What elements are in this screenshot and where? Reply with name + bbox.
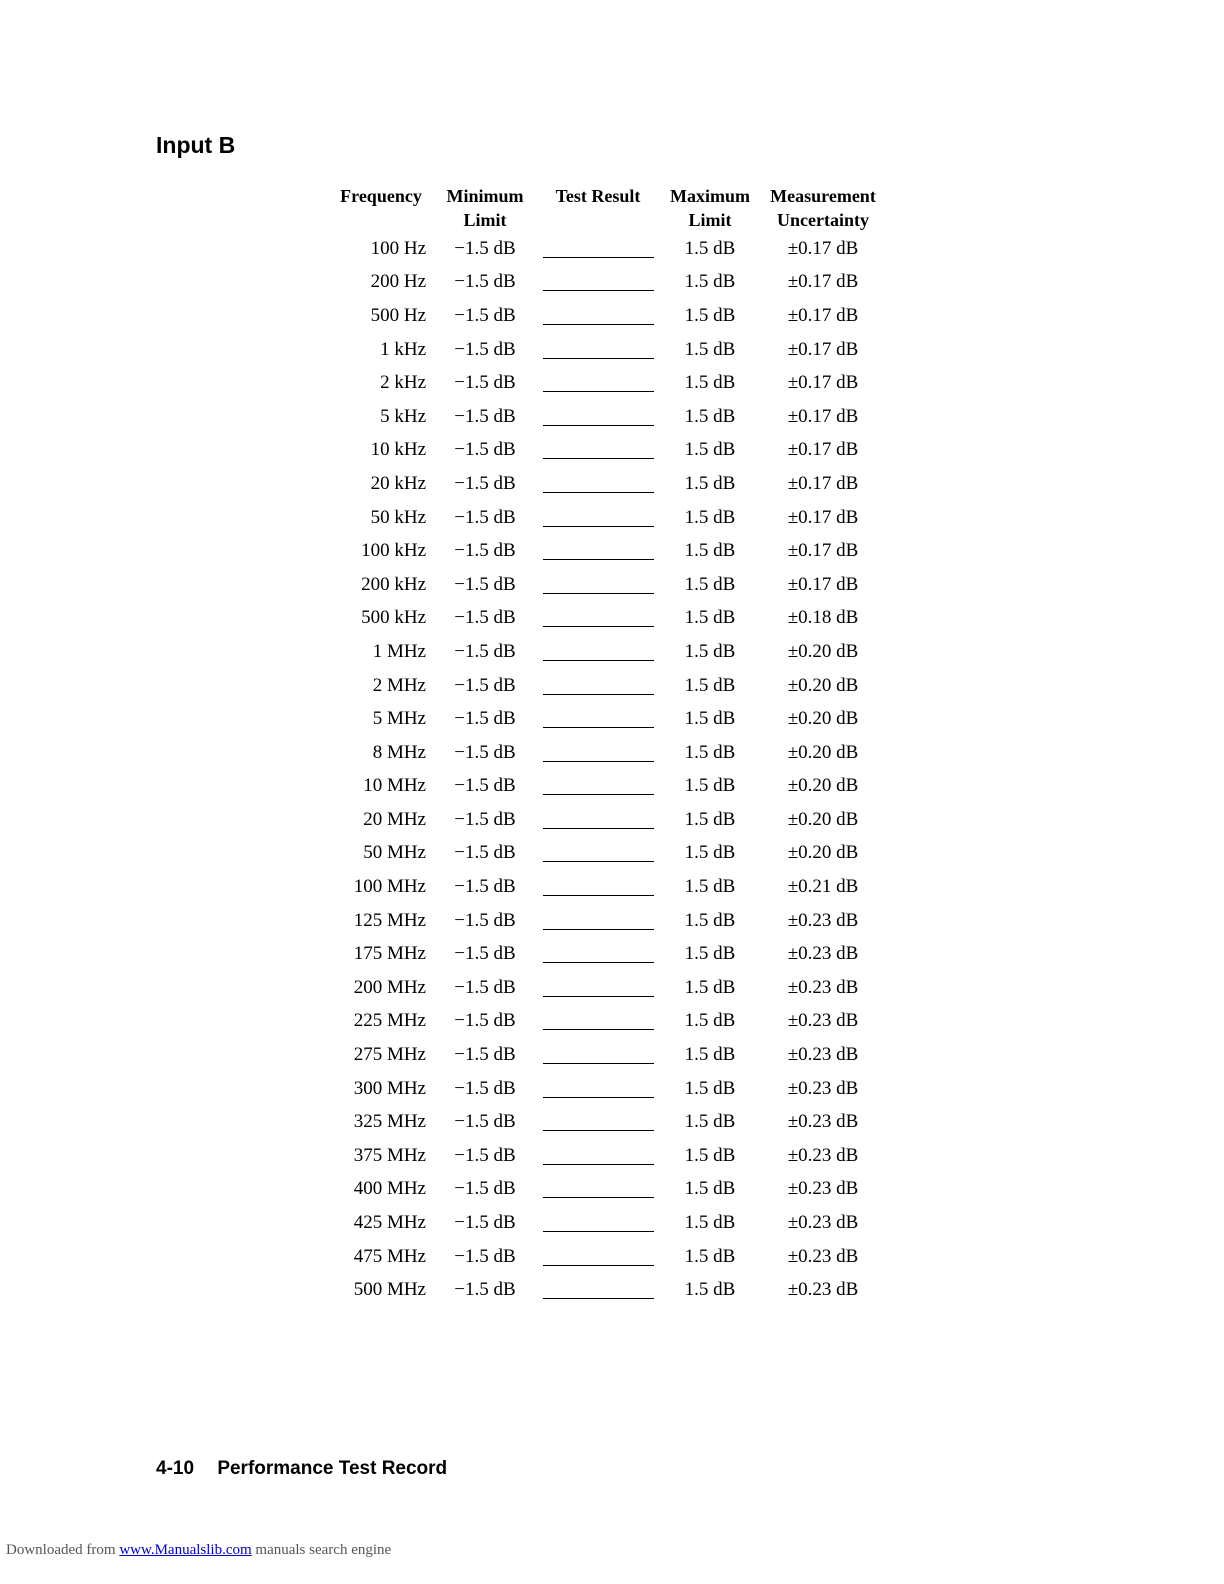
test-result-blank[interactable] [538, 434, 658, 468]
table-row [330, 1273, 884, 1307]
test-result-blank[interactable] [538, 232, 658, 266]
uncertainty-cell: ±0.17 dB [787, 237, 859, 259]
test-result-blank[interactable] [538, 803, 658, 837]
test-result-blank[interactable] [538, 366, 658, 400]
test-result-line[interactable] [543, 390, 654, 392]
test-result-blank[interactable] [538, 467, 658, 501]
uncertainty-cell: ±0.23 dB [787, 909, 859, 931]
performance-table [330, 184, 884, 1307]
frequency-cell: 20 MHz [363, 808, 426, 830]
table-row [330, 568, 884, 602]
minimum-limit-cell: −1.5 dB [454, 1010, 516, 1032]
table-row [330, 434, 884, 468]
maximum-limit-cell: 1.5 dB [684, 1178, 736, 1200]
maximum-limit-cell: 1.5 dB [684, 237, 736, 259]
uncertainty-cell: ±0.23 dB [787, 976, 859, 998]
test-result-line[interactable] [543, 1096, 654, 1098]
table-row [330, 803, 884, 837]
maximum-limit-cell: 1.5 dB [684, 708, 736, 730]
uncertainty-cell: ±0.23 dB [787, 1010, 859, 1032]
uncertainty-cell: ±0.17 dB [787, 540, 859, 562]
frequency-cell: 400 MHz [353, 1178, 426, 1200]
minimum-limit-cell: −1.5 dB [454, 540, 516, 562]
maximum-limit-cell: 1.5 dB [684, 271, 736, 293]
frequency-cell: 1 kHz [380, 338, 426, 360]
uncertainty-cell: ±0.20 dB [787, 808, 859, 830]
maximum-limit-cell: 1.5 dB [684, 674, 736, 696]
test-result-line[interactable] [543, 625, 654, 627]
uncertainty-cell: ±0.20 dB [787, 708, 859, 730]
maximum-limit-cell: 1.5 dB [684, 573, 736, 595]
frequency-cell: 1 MHz [372, 640, 426, 662]
maximum-limit-cell: 1.5 dB [684, 372, 736, 394]
test-result-line[interactable] [543, 961, 654, 963]
maximum-limit-cell: 1.5 dB [684, 506, 736, 528]
minimum-limit-cell: −1.5 dB [454, 607, 516, 629]
header-frequency: Frequency [340, 186, 422, 206]
uncertainty-cell: ±0.23 dB [787, 943, 859, 965]
uncertainty-cell: ±0.20 dB [787, 674, 859, 696]
frequency-cell: 200 kHz [361, 573, 426, 595]
minimum-limit-cell: −1.5 dB [454, 1212, 516, 1234]
uncertainty-cell: ±0.17 dB [787, 405, 859, 427]
table-row [330, 1105, 884, 1139]
header-maximum-limit [658, 184, 762, 232]
test-result-blank[interactable] [538, 1005, 658, 1039]
table-row [330, 669, 884, 703]
minimum-limit-cell: −1.5 dB [454, 708, 516, 730]
uncertainty-cell: ±0.23 dB [787, 1044, 859, 1066]
page-footer [156, 1458, 447, 1480]
minimum-limit-cell: −1.5 dB [454, 976, 516, 998]
table-row [330, 702, 884, 736]
maximum-limit-cell: 1.5 dB [684, 909, 736, 931]
table-row [330, 501, 884, 535]
uncertainty-cell: ±0.20 dB [787, 640, 859, 662]
test-result-line[interactable] [543, 894, 654, 896]
test-result-blank[interactable] [538, 702, 658, 736]
minimum-limit-cell: −1.5 dB [454, 1044, 516, 1066]
table-row [330, 1206, 884, 1240]
maximum-limit-cell: 1.5 dB [684, 540, 736, 562]
header-test-result: Test Result [555, 186, 641, 206]
test-result-blank[interactable] [538, 870, 658, 904]
maximum-limit-cell: 1.5 dB [684, 439, 736, 461]
test-result-blank[interactable] [538, 635, 658, 669]
test-result-blank[interactable] [538, 299, 658, 333]
uncertainty-cell: ±0.21 dB [787, 876, 859, 898]
uncertainty-cell: ±0.17 dB [787, 439, 859, 461]
table-row [330, 602, 884, 636]
test-result-blank[interactable] [538, 1206, 658, 1240]
frequency-cell: 300 MHz [353, 1077, 426, 1099]
frequency-cell: 500 Hz [370, 304, 426, 326]
table-row [330, 266, 884, 300]
download-suffix: manuals search engine [255, 1542, 392, 1558]
table-row [330, 904, 884, 938]
minimum-limit-cell: −1.5 dB [454, 808, 516, 830]
frequency-cell: 200 Hz [370, 271, 426, 293]
header-uncertainty-line1: Measurement [770, 186, 876, 206]
minimum-limit-cell: −1.5 dB [454, 1144, 516, 1166]
table-row [330, 534, 884, 568]
frequency-cell: 10 kHz [370, 439, 426, 461]
test-result-blank[interactable] [538, 333, 658, 367]
test-result-blank[interactable] [538, 1139, 658, 1173]
minimum-limit-cell: −1.5 dB [454, 338, 516, 360]
maximum-limit-cell: 1.5 dB [684, 842, 736, 864]
test-result-line[interactable] [543, 793, 654, 795]
test-result-line[interactable] [543, 659, 654, 661]
frequency-cell: 100 MHz [353, 876, 426, 898]
test-result-line[interactable] [543, 424, 654, 426]
page-number: 4-10 [156, 1458, 195, 1479]
frequency-cell: 8 MHz [372, 741, 426, 763]
maximum-limit-cell: 1.5 dB [684, 943, 736, 965]
header-minimum-line2: Limit [463, 210, 507, 230]
test-result-line[interactable] [543, 1230, 654, 1232]
test-result-blank[interactable] [538, 669, 658, 703]
uncertainty-cell: ±0.23 dB [787, 1178, 859, 1200]
maximum-limit-cell: 1.5 dB [684, 1245, 736, 1267]
test-result-line[interactable] [543, 558, 654, 560]
test-result-line[interactable] [543, 256, 654, 258]
frequency-cell: 5 MHz [372, 708, 426, 730]
test-result-blank[interactable] [538, 501, 658, 535]
minimum-limit-cell: −1.5 dB [454, 1178, 516, 1200]
test-result-line[interactable] [543, 1062, 654, 1064]
table-row [330, 971, 884, 1005]
header-maximum-line2: Limit [688, 210, 732, 230]
test-result-blank[interactable] [538, 770, 658, 804]
table-body [330, 232, 884, 1307]
minimum-limit-cell: −1.5 dB [454, 405, 516, 427]
maximum-limit-cell: 1.5 dB [684, 808, 736, 830]
frequency-cell: 20 kHz [370, 472, 426, 494]
table-row [330, 1072, 884, 1106]
uncertainty-cell: ±0.20 dB [787, 741, 859, 763]
frequency-cell: 200 MHz [353, 976, 426, 998]
uncertainty-cell: ±0.17 dB [787, 271, 859, 293]
maximum-limit-cell: 1.5 dB [684, 976, 736, 998]
table-row [330, 299, 884, 333]
test-result-line[interactable] [543, 726, 654, 728]
uncertainty-cell: ±0.17 dB [787, 472, 859, 494]
test-result-blank[interactable] [538, 1273, 658, 1307]
header-maximum-line1: Maximum [670, 186, 750, 206]
test-result-line[interactable] [543, 592, 654, 594]
table-row [330, 232, 884, 266]
minimum-limit-cell: −1.5 dB [454, 304, 516, 326]
footer-title: Performance Test Record [217, 1458, 448, 1479]
test-result-blank[interactable] [538, 736, 658, 770]
test-result-line[interactable] [543, 760, 654, 762]
test-result-line[interactable] [543, 995, 654, 997]
minimum-limit-cell: −1.5 dB [454, 876, 516, 898]
frequency-cell: 2 kHz [380, 372, 426, 394]
test-result-blank[interactable] [538, 534, 658, 568]
table-row [330, 937, 884, 971]
minimum-limit-cell: −1.5 dB [454, 472, 516, 494]
maximum-limit-cell: 1.5 dB [684, 1144, 736, 1166]
maximum-limit-cell: 1.5 dB [684, 338, 736, 360]
test-result-line[interactable] [543, 1196, 654, 1198]
test-result-blank[interactable] [538, 400, 658, 434]
test-result-blank[interactable] [538, 1105, 658, 1139]
test-result-line[interactable] [543, 1129, 654, 1131]
test-result-blank[interactable] [538, 1072, 658, 1106]
uncertainty-cell: ±0.23 dB [787, 1212, 859, 1234]
test-result-line[interactable] [543, 693, 654, 695]
table-row [330, 1173, 884, 1207]
test-result-line[interactable] [543, 1264, 654, 1266]
manualslib-link[interactable]: www.Manualslib.com [119, 1542, 252, 1558]
minimum-limit-cell: −1.5 dB [454, 1279, 516, 1301]
frequency-cell: 500 kHz [361, 607, 426, 629]
table-row [330, 1005, 884, 1039]
minimum-limit-cell: −1.5 dB [454, 237, 516, 259]
maximum-limit-cell: 1.5 dB [684, 607, 736, 629]
maximum-limit-cell: 1.5 dB [684, 1212, 736, 1234]
frequency-cell: 50 MHz [363, 842, 426, 864]
maximum-limit-cell: 1.5 dB [684, 1111, 736, 1133]
uncertainty-cell: ±0.23 dB [787, 1144, 859, 1166]
minimum-limit-cell: −1.5 dB [454, 674, 516, 696]
test-result-blank[interactable] [538, 1038, 658, 1072]
minimum-limit-cell: −1.5 dB [454, 640, 516, 662]
maximum-limit-cell: 1.5 dB [684, 1077, 736, 1099]
uncertainty-cell: ±0.20 dB [787, 842, 859, 864]
frequency-cell: 175 MHz [353, 943, 426, 965]
test-result-line[interactable] [543, 1297, 654, 1299]
table-row [330, 635, 884, 669]
maximum-limit-cell: 1.5 dB [684, 640, 736, 662]
frequency-cell: 2 MHz [372, 674, 426, 696]
uncertainty-cell: ±0.23 dB [787, 1111, 859, 1133]
maximum-limit-cell: 1.5 dB [684, 775, 736, 797]
test-result-line[interactable] [543, 1163, 654, 1165]
table-row [330, 366, 884, 400]
table-row [330, 870, 884, 904]
minimum-limit-cell: −1.5 dB [454, 741, 516, 763]
minimum-limit-cell: −1.5 dB [454, 271, 516, 293]
table-row [330, 333, 884, 367]
test-result-line[interactable] [543, 323, 654, 325]
minimum-limit-cell: −1.5 dB [454, 506, 516, 528]
section-title: Input B [156, 132, 236, 158]
table-header-row [330, 184, 884, 232]
frequency-cell: 500 MHz [353, 1279, 426, 1301]
test-result-line[interactable] [543, 860, 654, 862]
uncertainty-cell: ±0.23 dB [787, 1279, 859, 1301]
test-result-line[interactable] [543, 357, 654, 359]
test-result-line[interactable] [543, 1028, 654, 1030]
table-row [330, 736, 884, 770]
frequency-cell: 375 MHz [353, 1144, 426, 1166]
test-result-line[interactable] [543, 827, 654, 829]
test-result-blank[interactable] [538, 1173, 658, 1207]
test-result-line[interactable] [543, 491, 654, 493]
header-uncertainty-line2: Uncertainty [777, 210, 869, 230]
uncertainty-cell: ±0.23 dB [787, 1245, 859, 1267]
frequency-cell: 275 MHz [353, 1044, 426, 1066]
maximum-limit-cell: 1.5 dB [684, 741, 736, 763]
minimum-limit-cell: −1.5 dB [454, 1077, 516, 1099]
test-result-blank[interactable] [538, 971, 658, 1005]
table-row [330, 400, 884, 434]
frequency-cell: 100 kHz [361, 540, 426, 562]
frequency-cell: 5 kHz [380, 405, 426, 427]
maximum-limit-cell: 1.5 dB [684, 1279, 736, 1301]
table-row [330, 467, 884, 501]
maximum-limit-cell: 1.5 dB [684, 304, 736, 326]
frequency-cell: 225 MHz [353, 1010, 426, 1032]
frequency-cell: 475 MHz [353, 1245, 426, 1267]
maximum-limit-cell: 1.5 dB [684, 876, 736, 898]
uncertainty-cell: ±0.17 dB [787, 573, 859, 595]
download-note [6, 1542, 391, 1559]
table-row [330, 1139, 884, 1173]
maximum-limit-cell: 1.5 dB [684, 1044, 736, 1066]
table-row [330, 1240, 884, 1274]
minimum-limit-cell: −1.5 dB [454, 842, 516, 864]
test-result-blank[interactable] [538, 837, 658, 871]
frequency-cell: 10 MHz [363, 775, 426, 797]
uncertainty-cell: ±0.17 dB [787, 372, 859, 394]
frequency-cell: 100 Hz [370, 237, 426, 259]
maximum-limit-cell: 1.5 dB [684, 1010, 736, 1032]
uncertainty-cell: ±0.18 dB [787, 607, 859, 629]
minimum-limit-cell: −1.5 dB [454, 909, 516, 931]
table-row [330, 770, 884, 804]
frequency-cell: 325 MHz [353, 1111, 426, 1133]
minimum-limit-cell: −1.5 dB [454, 439, 516, 461]
test-result-line[interactable] [543, 928, 654, 930]
header-minimum-limit [432, 184, 538, 232]
test-result-blank[interactable] [538, 1240, 658, 1274]
test-result-blank[interactable] [538, 602, 658, 636]
maximum-limit-cell: 1.5 dB [684, 472, 736, 494]
test-result-blank[interactable] [538, 904, 658, 938]
header-minimum-line1: Minimum [446, 186, 524, 206]
uncertainty-cell: ±0.20 dB [787, 775, 859, 797]
test-result-blank[interactable] [538, 266, 658, 300]
minimum-limit-cell: −1.5 dB [454, 372, 516, 394]
frequency-cell: 50 kHz [370, 506, 426, 528]
minimum-limit-cell: −1.5 dB [454, 943, 516, 965]
frequency-cell: 125 MHz [353, 909, 426, 931]
test-result-blank[interactable] [538, 568, 658, 602]
header-measurement-uncertainty [762, 184, 884, 232]
uncertainty-cell: ±0.17 dB [787, 338, 859, 360]
frequency-cell: 425 MHz [353, 1212, 426, 1234]
test-result-line[interactable] [543, 525, 654, 527]
minimum-limit-cell: −1.5 dB [454, 775, 516, 797]
table-row [330, 1038, 884, 1072]
maximum-limit-cell: 1.5 dB [684, 405, 736, 427]
minimum-limit-cell: −1.5 dB [454, 573, 516, 595]
uncertainty-cell: ±0.17 dB [787, 506, 859, 528]
test-result-line[interactable] [543, 289, 654, 291]
uncertainty-cell: ±0.23 dB [787, 1077, 859, 1099]
uncertainty-cell: ±0.17 dB [787, 304, 859, 326]
test-result-line[interactable] [543, 457, 654, 459]
test-result-blank[interactable] [538, 937, 658, 971]
table-row [330, 837, 884, 871]
minimum-limit-cell: −1.5 dB [454, 1245, 516, 1267]
minimum-limit-cell: −1.5 dB [454, 1111, 516, 1133]
download-prefix: Downloaded from [6, 1542, 116, 1558]
